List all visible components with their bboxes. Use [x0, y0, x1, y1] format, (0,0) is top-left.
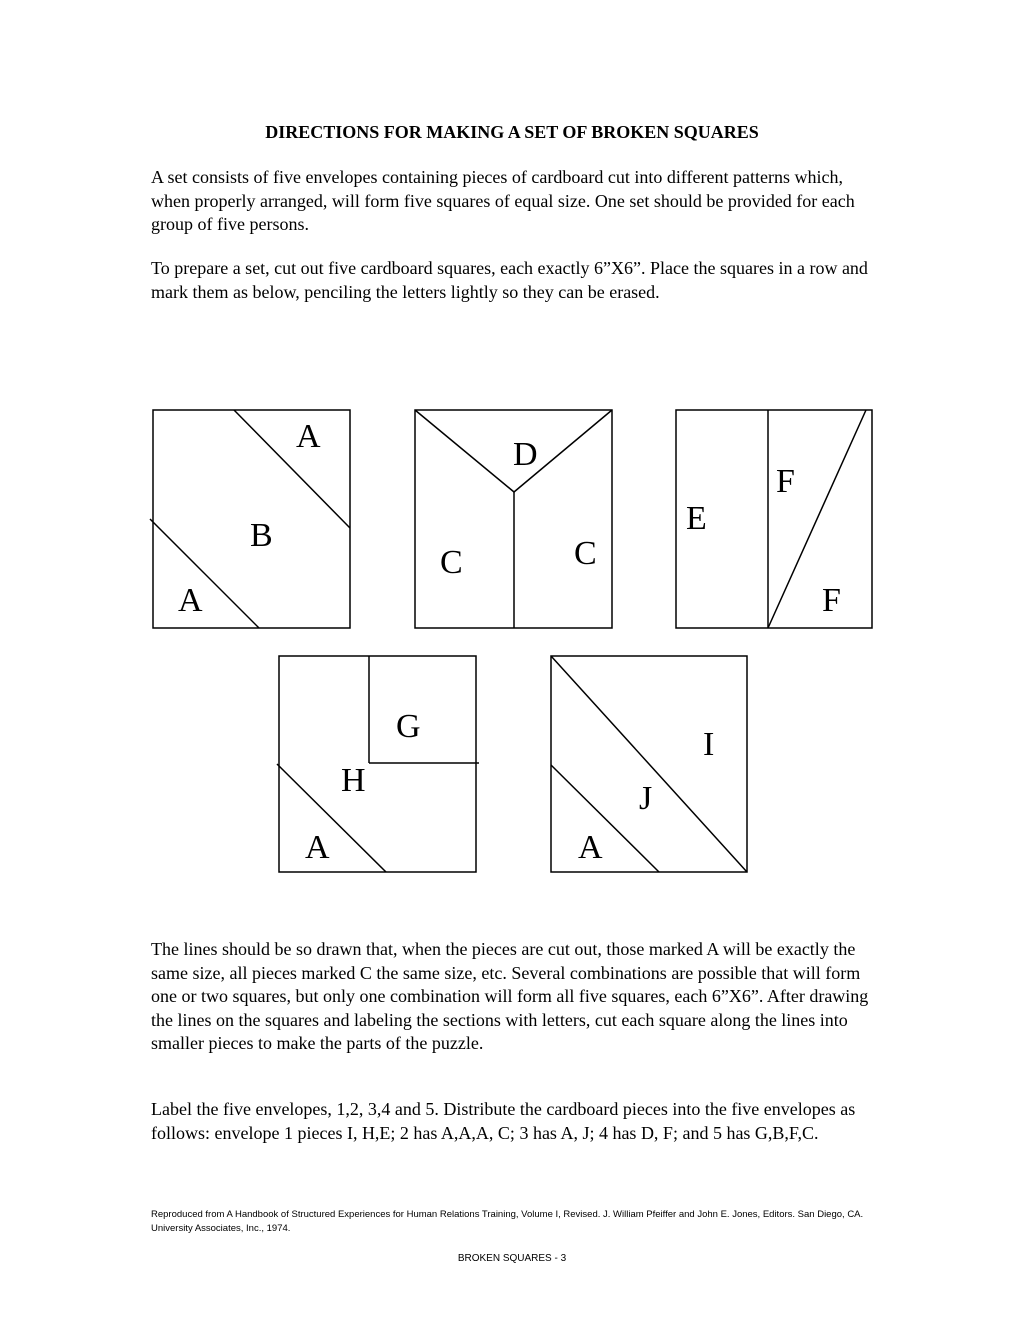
square-4-cut-line-diagonal	[277, 764, 386, 872]
square-3-label-e: E	[686, 500, 707, 537]
square-5-label-i: I	[703, 726, 715, 763]
envelope-distribution-paragraph: Label the five envelopes, 1,2, 3,4 and 5. Distribute the cardboard pieces into the five envelopes as follows: envelope 1 pieces I, H,E; 2 has A,A,A, C; 3 has A, J; 4 has D, F; and 5 has G,B,F,C.	[151, 1099, 856, 1143]
preparation-paragraph: To prepare a set, cut out five cardboard squares, each exactly 6”X6”. Place the squares in a row and mark them as below, penciling the letters lightly so they can be erased.	[151, 258, 868, 302]
square-2-label-d: D	[513, 436, 538, 473]
square-1-label-a-bottom: A	[178, 582, 203, 619]
square-3-label-f-top: F	[776, 463, 795, 500]
source-footnote: Reproduced from A Handbook of Structured Experiences for Human Relations Training, Volume I, Revised. J. William Pfeiffer and John E. Jones, Editors. San Diego, CA. University Associates, Inc., 1974.	[151, 1209, 864, 1234]
drawing-instructions-paragraph: The lines should be so drawn that, when the pieces are cut out, those marked A will be exactly the same size, all pieces marked C the same size, etc. Several combinations are possible that will form one or two squares, but only one combination will form all five squares, each 6”X6”. After drawing the lines on the squares and labeling the sections with letters, cut each square along the lines into smaller pieces to make the parts of the puzzle.	[151, 939, 869, 1053]
square-4	[277, 656, 479, 872]
square-1-label-a-top: A	[296, 418, 321, 455]
square-3-label-f-bottom: F	[822, 582, 841, 619]
square-5-label-j: J	[639, 780, 653, 817]
square-3-cut-line-diagonal	[768, 410, 866, 628]
square-2-label-c-left: C	[440, 544, 463, 581]
square-1-label-b: B	[250, 517, 273, 554]
square-1-cut-line-lower	[150, 519, 259, 628]
page-number: BROKEN SQUARES - 3	[457, 1253, 567, 1264]
square-5-label-a: A	[578, 829, 603, 866]
square-4-label-g: G	[396, 708, 421, 745]
square-1	[150, 410, 350, 628]
square-3	[676, 410, 872, 628]
square-4-label-h: H	[341, 762, 366, 799]
square-5	[551, 656, 747, 872]
square-2-cut-line-left	[415, 410, 514, 492]
square-2	[415, 410, 612, 628]
square-2-label-c-right: C	[574, 535, 597, 572]
square-4-label-a: A	[305, 829, 330, 866]
intro-paragraph: A set consists of five envelopes containing pieces of cardboard cut into different patterns which, when properly arranged, will form five squares of equal size. One set should be provided for each group of five persons.	[151, 167, 855, 234]
square-1-cut-line-upper	[234, 410, 350, 528]
page-title: DIRECTIONS FOR MAKING A SET OF BROKEN SQUARES	[265, 122, 759, 142]
